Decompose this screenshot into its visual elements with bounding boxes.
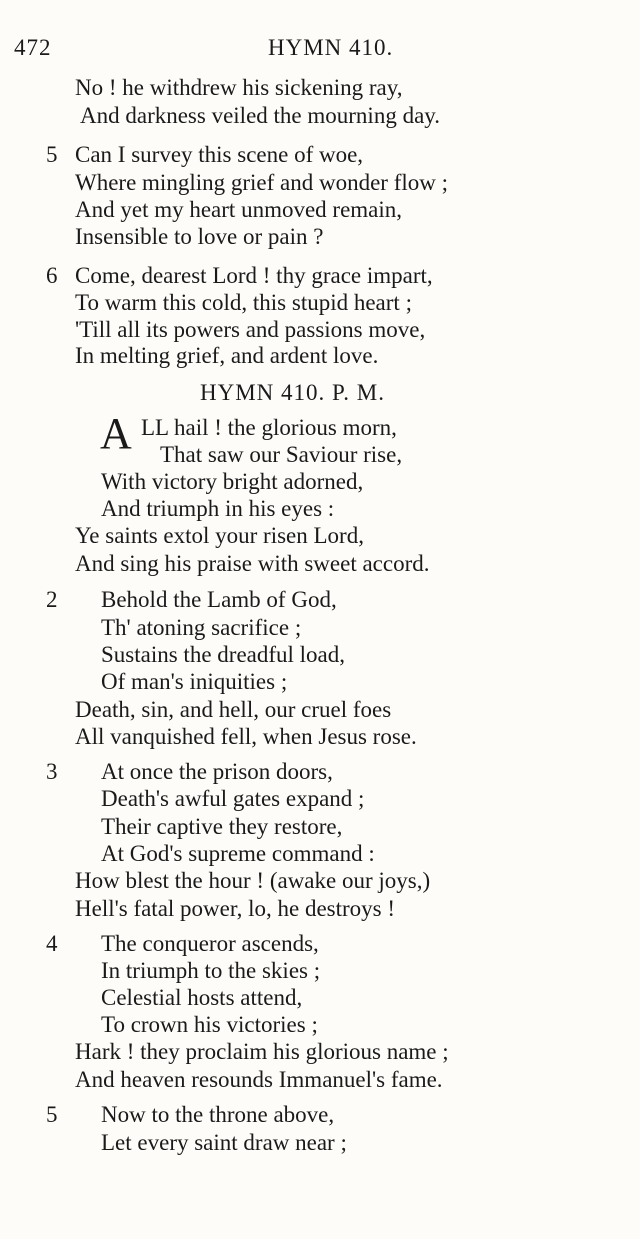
- verse-line: Let every saint draw near ;: [101, 1130, 347, 1155]
- verse-line: To crown his victories ;: [101, 1012, 318, 1037]
- verse-line: Can I survey this scene of woe,: [75, 142, 364, 167]
- verse-line: To warm this cold, this stupid heart ;: [75, 290, 412, 315]
- verse-number: 2: [46, 587, 58, 612]
- verse-line: In triumph to the skies ;: [101, 958, 321, 983]
- verse-line: And yet my heart unmoved remain,: [75, 197, 403, 222]
- verse-number: 5: [46, 1102, 58, 1127]
- verse-line: At God's supreme command :: [101, 841, 375, 866]
- verse-line: All vanquished fell, when Jesus rose.: [75, 724, 417, 749]
- running-title: HYMN 410.: [268, 35, 394, 60]
- verse-line: Insensible to love or pain ?: [75, 224, 324, 249]
- verse-line: Now to the throne above,: [101, 1102, 335, 1127]
- verse-number: 6: [46, 263, 58, 288]
- hymn-title: HYMN 410. P. M.: [200, 380, 385, 405]
- verse-line: With victory bright adorned,: [101, 469, 364, 494]
- verse-line: And darkness veiled the mourning day.: [80, 103, 441, 128]
- verse-line: Th' atoning sacrifice ;: [101, 615, 302, 640]
- verse-number: 4: [46, 931, 58, 956]
- verse-line: That saw our Saviour rise,: [160, 442, 403, 467]
- verse-line: Come, dearest Lord ! thy grace impart,: [75, 263, 433, 288]
- verse-line: In melting grief, and ardent love.: [75, 343, 379, 368]
- verse-line: Hell's fatal power, lo, he destroys !: [75, 896, 396, 921]
- verse-line: Of man's iniquities ;: [101, 669, 288, 694]
- verse-line: Hark ! they proclaim his glorious name ;: [75, 1039, 449, 1064]
- verse-number: 5: [46, 142, 58, 167]
- verse-line: Ye saints extol your risen Lord,: [75, 523, 364, 548]
- verse-line: And heaven resounds Immanuel's fame.: [75, 1067, 443, 1092]
- verse-line: Where mingling grief and wonder flow ;: [75, 170, 448, 195]
- verse-line: Behold the Lamb of God,: [101, 587, 337, 612]
- page-number: 472: [14, 35, 52, 60]
- verse-line: The conqueror ascends,: [101, 931, 319, 956]
- verse-line: No ! he withdrew his sickening ray,: [75, 75, 403, 100]
- verse-line: And sing his praise with sweet accord.: [75, 551, 430, 576]
- verse-line: LL hail ! the glorious morn,: [141, 415, 397, 440]
- verse-line: Death, sin, and hell, our cruel foes: [75, 697, 392, 722]
- verse-line: Celestial hosts attend,: [101, 985, 303, 1010]
- verse-line: How blest the hour ! (awake our joys,): [75, 868, 431, 893]
- verse-line: At once the prison doors,: [101, 759, 333, 784]
- verse-line: Sustains the dreadful load,: [101, 642, 346, 667]
- verse-line: Death's awful gates expand ;: [101, 786, 365, 811]
- verse-line: Their captive they restore,: [101, 814, 343, 839]
- drop-cap: A: [100, 409, 132, 458]
- verse-line: And triumph in his eyes :: [101, 496, 335, 521]
- verse-number: 3: [46, 759, 58, 784]
- verse-line: 'Till all its powers and passions move,: [75, 317, 426, 342]
